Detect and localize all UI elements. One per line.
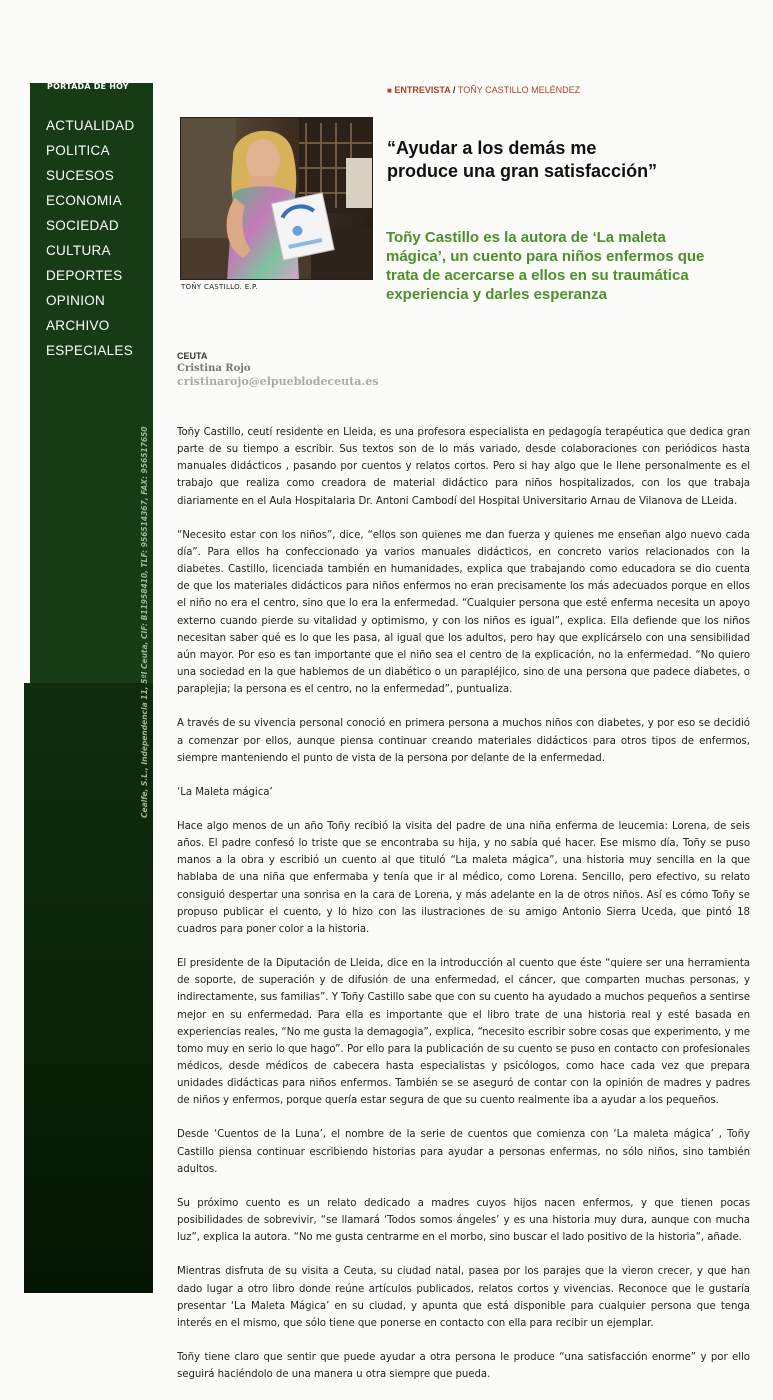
nav-item-sociedad[interactable]: SOCIEDAD <box>46 218 119 233</box>
article-paragraph: A través de su vivencia personal conoció en primera persona a muchos niños con diabetes, y por eso se decidió a comenzar por ellos, aunque piensa continuar creando materiales didácticos para otros tipos de enfermos, siempre manteniendo el punto de vista de la persona por delante de la enfermedad. <box>177 718 750 764</box>
article-paragraph: Desde ‘Cuentos de la Luna’, el nombre de la serie de cuentos que comienza con ‘La maleta mágica’ , Toñy Castillo piensa continuar escribiendo historias para ayudar a personas enfermas, no sólo niños, sino también adultos. <box>177 1129 750 1175</box>
nav-item-archivo[interactable]: ARCHIVO <box>46 318 110 333</box>
article-paragraph: El presidente de la Diputación de Lleida, dice en la introducción al cuento que éste “quiere ser una herramienta de soporte, de superación y de difusión de una enfermedad, el cáncer, que comparten muchas personas, y indirectamente, sus familias”. Y Toñy Castillo sabe que con su cuento ha ayudado a muchos pequeños a sentirse mejor en su enfermedad. Para ella es importante que el libro trate de una historia real y esté basada en experiencias reales, “No me gusta la demagogia”, explica, “necesito escribir sobre cosas que experimento, y me tomo muy en serio lo que hago”. Por ello para la publicación de su cuento se puso en contacto con profesionales médicos, desde médicos de cabecera hasta especialistas y psicólogos, como hace cada vez que prepara unidades didácticas para niños enfermos. También se se aseguró de contar con la opinión de madres y padres de niños y enfermos, porque quería estar segura de que su cuento realmente iba a ayudar a los pequeños. <box>177 958 750 1107</box>
nav-item-cultura[interactable]: CULTURA <box>46 243 111 258</box>
article-photo <box>180 117 373 280</box>
byline-city: CEUTA <box>177 351 208 361</box>
byline-email[interactable]: cristinarojo@elpueblodeceuta.es <box>177 375 379 388</box>
nav-item-opinion[interactable]: OPINION <box>46 293 106 308</box>
photo-caption: TOÑY CASTILLO. E.P. <box>181 283 258 291</box>
section-nav <box>46 118 135 368</box>
article-paragraph: “Necesito estar con los niños”, dice, “ellos son quienes me dan fuerza y quienes me enseñan algo nuevo cada día”. Para ellos ha confeccionado ya varios manuales didácticos, en concreto varios relacionados con la diabetes. Castillo, licenciada también en humanidades, explica que trabajando como educadora se dio cuenta de que los materiales didácticos para niños enfermos no eran precisamente los más adecuados porque en ellos el niño no era el centro, sino que lo era la enfermedad. “Cualquier persona que esté enferma necesita un apoyo externo cuando pierde su vitalidad y optimismo, y con los niños es igual”, explica. Ella defiende que los niños necesitan saber qué es lo que les pasa, al igual que los adultos, pero hay que explicárselo con una sensibilidad aún mayor. Por eso es tan importante que el niño sea el centro de la explicación, no la enfermedad. “No quiero una sociedad en la que hablemos de un diabético o un parapléjico, sino de una persona que padece diabetes, o paraplejia; la persona es el centro, no la enfermedad”, puntualiza. <box>177 529 750 696</box>
article-body <box>177 424 750 1400</box>
section-separator: / <box>452 85 456 95</box>
photo-illustration <box>181 118 373 280</box>
article-paragraph: Toñy Castillo, ceutí residente en Lleida, es una profesora especialista en pedagogía terapéutica que dedica gran parte de su tiempo a escribir. Sus textos son de lo más variado, desde colaboraciones con periódicos hasta manuales didácticos , pasando por cuentos y relatos cortos. Pero si hay algo que le llene personalmente es el trabajo que realiza como creadora de material didáctico para niños hospitalizados, con los que trabaja diariamente en el Aula Hospitalaria Dr. Antoni Cambodí del Hospital Universitario Arnau de Vilanova de LLeida. <box>177 427 750 507</box>
article-paragraph: Su próximo cuento es un relato dedicado a madres cuyos hijos nacen enfermos, y que tienen pocas posibilidades de sobrevivir, “se llamará ‘Todos somos ángeles’ y es una historia muy dura, aunque con mucha luz”, explica la autora. “No me gusta centrarme en el morbo, sino buscar el lado positivo de la historia”, añade. <box>177 1197 750 1244</box>
section-subject: TOÑY CASTILLO MELÉNDEZ <box>457 85 581 95</box>
section-label: ENTREVISTA <box>394 85 451 95</box>
nav-item-deportes[interactable]: DEPORTES <box>46 268 123 283</box>
sidebar-panel-lower <box>24 683 153 1293</box>
article-subheading: ‘La Maleta mágica’ <box>177 786 273 798</box>
nav-item-economia[interactable]: ECONOMIA <box>46 193 122 208</box>
article-paragraph: Toñy tiene claro que sentir que puede ayudar a otra persona le produce “una satisfacción enorme” y por ello seguirá haciéndolo de una manera u otra siempre que pueda. <box>177 1352 750 1381</box>
byline-author: Cristina Rojo <box>177 363 251 374</box>
byline <box>177 350 378 389</box>
headline-line-1: “Ayudar a los demás me <box>387 138 597 158</box>
article-paragraph: Mientras disfruta de su visita a Ceuta, su ciudad natal, pasea por los parajes que la vieron crecer, y que han dado lugar a otro libro donde reúne artículos publicados, relatos cortos y vivencias. Reconoce que le gustaría presentar ‘La Maleta Mágica’ en su ciudad, y apunta que está disponible para cualquier persona que tenga interés en el mismo, que sólo tiene que ponerse en contacto con ella para recibir un ejemplar. <box>177 1266 750 1329</box>
headline-line-2: produce una gran satisfacción” <box>387 161 658 181</box>
article-paragraph: Hace algo menos de un año Toñy recibió la visita del padre de una niña enferma de leucemia: Lorena, de seis años. El padre confesó lo triste que se encontraba su hija, y no sabía qué hacer. Ese mismo día, Toñy se puso manos a la obra y escribió un cuento al que tituló “La maleta mágica”, una historia muy sencilla en la que hablaba de una niña que enfermaba y tenía que ir al médico, como Lorena. Sencillo, pero efectivo, su relato consiguió despertar una sonrisa en la cara de Lorena, y más adelante en la de otros niños. Así es cómo Toñy se propuso publicar el cuento, y lo hizo con las ilustraciones de su amigo Antonio Sierra Uceda, que pintó 18 cuadros para poner color a la historia. <box>177 820 750 935</box>
nav-item-sucesos[interactable]: SUCESOS <box>46 168 115 183</box>
home-link[interactable]: PORTADA DE HOY <box>47 82 129 91</box>
publisher-address-text: Cealfe, S.L., Independencia 11, 5ºI Ceuta, CIF: B11958410, TLF: 956514367, FAX: 956517650 <box>140 426 149 818</box>
nav-item-politica[interactable]: POLITICA <box>46 143 110 158</box>
article-subtitle: Toñy Castillo es la autora de ‘La maleta mágica’, un cuento para niños enfermos que trata de acercarse a ellos en su traumática experiencia y darles esperanza <box>386 229 705 303</box>
section-kicker <box>387 85 580 95</box>
nav-item-actualidad[interactable]: ACTUALIDAD <box>46 118 135 133</box>
nav-item-especiales[interactable]: ESPECIALES <box>46 343 134 358</box>
square-bullet-icon: ■ <box>387 86 392 95</box>
article-headline <box>387 137 717 183</box>
